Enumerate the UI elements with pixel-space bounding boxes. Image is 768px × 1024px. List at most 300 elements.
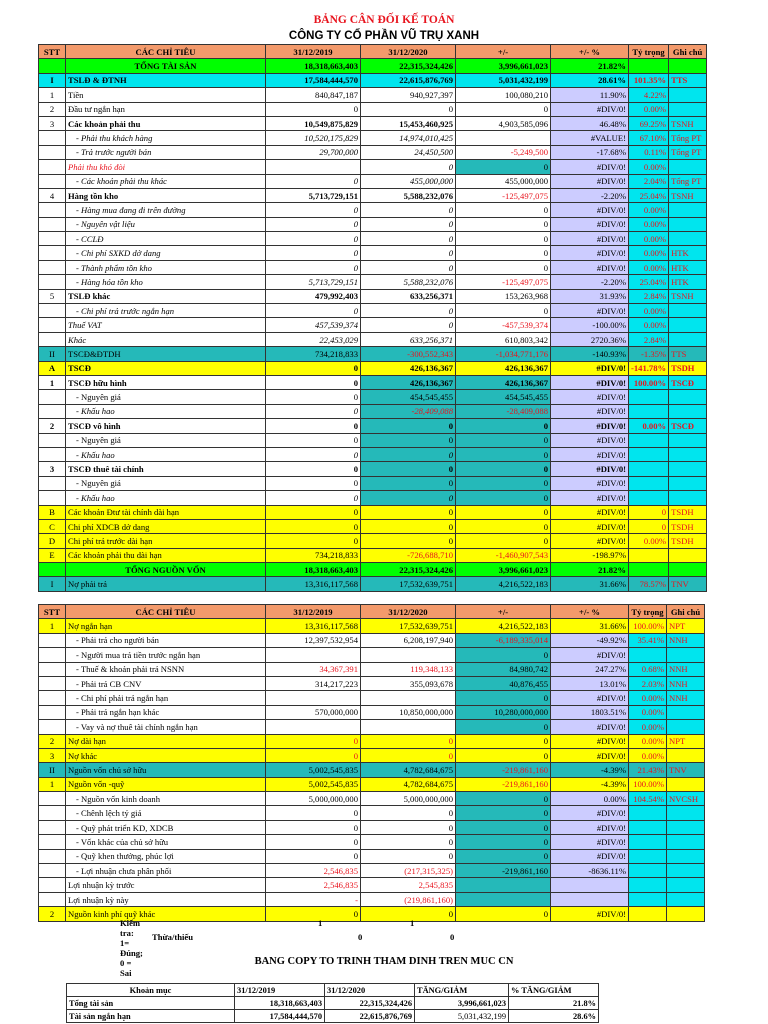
label-cell: Các khoản Đtư tài chính dài hạn <box>66 505 266 519</box>
copy-cell: 28.6% <box>509 1010 599 1023</box>
change-cell: 3,996,661,023 <box>456 563 551 577</box>
table-row <box>39 447 707 461</box>
table-row <box>39 361 707 375</box>
share-cell: -1.35% <box>629 347 669 361</box>
value-2019-cell: 0 <box>266 476 361 490</box>
value-2019-cell: 13,316,117,568 <box>266 577 361 591</box>
stt-cell: 3 <box>39 748 66 762</box>
table-row <box>39 548 707 562</box>
stt-cell <box>39 892 66 906</box>
label-cell: - Thuế & khoản phải trả NSNN <box>66 662 266 676</box>
value-2020-cell: 633,256,371 <box>361 289 456 303</box>
table-row <box>39 648 705 662</box>
stt-cell <box>39 390 66 404</box>
note-cell <box>667 864 705 878</box>
stt-cell: II <box>39 763 66 777</box>
share-cell: 25.04% <box>629 188 669 202</box>
value-2020-cell: 426,136,367 <box>361 375 456 389</box>
change-cell: 0 <box>456 217 551 231</box>
value-2020-cell: (217,315,325) <box>361 864 456 878</box>
share-cell: 104.54% <box>629 792 667 806</box>
share-cell: 21.43% <box>629 763 667 777</box>
change-cell: 0 <box>456 734 551 748</box>
label-cell: - Nguồn vốn kinh doanh <box>66 792 266 806</box>
table-row <box>39 462 707 476</box>
change-cell: -219,861,160 <box>456 777 551 791</box>
copy-row <box>67 1010 599 1023</box>
note-cell <box>669 304 707 318</box>
table-row <box>39 174 707 188</box>
change-cell: 426,136,367 <box>456 361 551 375</box>
change-pct-cell: #DIV/0! <box>551 849 629 863</box>
label-cell: Chi phí trả trước dài hạn <box>66 534 266 548</box>
difference-label: Thừa/thiếu <box>152 932 193 942</box>
stt-cell <box>39 720 66 734</box>
share-cell: 0.00% <box>629 534 669 548</box>
table-row <box>39 633 705 647</box>
copy-cell: 5,031,432,199 <box>415 1010 509 1023</box>
value-2019-cell: 0 <box>266 419 361 433</box>
label-cell: Các khoản phải thu <box>66 116 266 130</box>
value-2020-cell: 5,588,232,076 <box>361 275 456 289</box>
table-row <box>39 691 705 705</box>
change-cell: 0 <box>456 720 551 734</box>
share-cell: 78.57% <box>629 577 669 591</box>
stt-cell: 2 <box>39 734 66 748</box>
stt-cell <box>39 849 66 863</box>
label-cell: Tiền <box>66 88 266 102</box>
change-cell: 455,000,000 <box>456 174 551 188</box>
copy-column-header: TĂNG/GIẢM <box>415 984 509 997</box>
stt-cell <box>39 476 66 490</box>
change-pct-cell: -17.68% <box>551 145 629 159</box>
note-cell <box>667 849 705 863</box>
change-cell: 4,216,522,183 <box>456 619 551 633</box>
change-pct-cell: #DIV/0! <box>551 691 629 705</box>
value-2019-cell <box>266 648 361 662</box>
table-row <box>39 145 707 159</box>
share-cell: 2.04% <box>629 174 669 188</box>
value-2020-cell: 4,782,684,675 <box>361 777 456 791</box>
note-cell <box>669 563 707 577</box>
value-2019-cell: 0 <box>266 404 361 418</box>
label-cell: TSLĐ & ĐTNH <box>66 73 266 87</box>
table-row <box>39 820 705 834</box>
value-2020-cell: 0 <box>361 419 456 433</box>
value-2019-cell: 0 <box>266 375 361 389</box>
table-row <box>39 433 707 447</box>
note-cell <box>669 88 707 102</box>
note-cell <box>669 447 707 461</box>
value-2020-cell: 22,315,324,426 <box>361 59 456 73</box>
label-cell: - Các khoản phải thu khác <box>66 174 266 188</box>
value-2020-cell: 0 <box>361 246 456 260</box>
change-cell: 0 <box>456 849 551 863</box>
value-2019-cell: 0 <box>266 491 361 505</box>
change-cell: 0 <box>456 519 551 533</box>
change-pct-cell: #DIV/0! <box>551 160 629 174</box>
copy-cell: 22,315,324,426 <box>325 997 415 1010</box>
label-cell: - Vốn khác của chủ sở hữu <box>66 835 266 849</box>
change-cell: 4,216,522,183 <box>456 577 551 591</box>
share-cell: 25.04% <box>629 275 669 289</box>
copy-cell: 21.8% <box>509 997 599 1010</box>
change-cell: 454,545,455 <box>456 390 551 404</box>
change-cell: 40,876,455 <box>456 676 551 690</box>
value-2020-cell: 15,453,460,925 <box>361 116 456 130</box>
column-header: STT <box>39 45 66 59</box>
header-row <box>39 45 707 59</box>
label-cell: - Hàng mua đang đi trên đường <box>66 203 266 217</box>
value-2020-cell: 6,208,197,940 <box>361 633 456 647</box>
table-row <box>39 491 707 505</box>
change-cell: 0 <box>456 203 551 217</box>
change-pct-cell: #DIV/0! <box>551 304 629 318</box>
label-cell: - Phải trả CB CNV <box>66 676 266 690</box>
stt-cell: 5 <box>39 289 66 303</box>
change-pct-cell: #DIV/0! <box>551 375 629 389</box>
label-cell: TSCĐ hữu hình <box>66 375 266 389</box>
value-2020-cell: 10,850,000,000 <box>361 705 456 719</box>
change-pct-cell: -140.93% <box>551 347 629 361</box>
value-2019-cell: 0 <box>266 806 361 820</box>
note-cell <box>669 217 707 231</box>
change-pct-cell: #DIV/0! <box>551 835 629 849</box>
change-cell: 100,080,210 <box>456 88 551 102</box>
change-pct-cell: 31.93% <box>551 289 629 303</box>
table-row <box>39 563 707 577</box>
value-2019-cell: 2,546,835 <box>266 864 361 878</box>
value-2019-cell: 0 <box>266 748 361 762</box>
change-cell: -1,460,907,543 <box>456 548 551 562</box>
label-cell: - Trả trước người bán <box>66 145 266 159</box>
label-cell: TỔNG NGUỒN VỐN <box>66 563 266 577</box>
change-pct-cell: -4.39% <box>551 763 629 777</box>
label-cell: TSCĐ vô hình <box>66 419 266 433</box>
share-cell: 4.22% <box>629 88 669 102</box>
value-2020-cell <box>361 648 456 662</box>
change-cell: 0 <box>456 748 551 762</box>
label-cell: TSCĐ thuê tài chính <box>66 462 266 476</box>
value-2020-cell: 0 <box>361 907 456 921</box>
table-row <box>39 203 707 217</box>
change-pct-cell: #DIV/0! <box>551 203 629 217</box>
table-row <box>39 232 707 246</box>
change-pct-cell: 31.66% <box>551 577 629 591</box>
change-pct-cell: #DIV/0! <box>551 217 629 231</box>
change-pct-cell: -2.20% <box>551 275 629 289</box>
change-pct-cell: 1803.51% <box>551 705 629 719</box>
change-pct-cell: #DIV/0! <box>551 462 629 476</box>
note-cell <box>669 102 707 116</box>
value-2019-cell: 734,218,833 <box>266 347 361 361</box>
note-cell <box>667 878 705 892</box>
value-2019-cell: 5,713,729,151 <box>266 275 361 289</box>
note-cell: TSCĐ <box>669 419 707 433</box>
copy-column-header: % TĂNG/GIẢM <box>509 984 599 997</box>
share-cell <box>629 806 667 820</box>
value-2020-cell: 0 <box>361 203 456 217</box>
table-row <box>39 476 707 490</box>
change-cell: 0 <box>456 806 551 820</box>
change-cell: 153,263,968 <box>456 289 551 303</box>
value-2019-cell: 0 <box>266 534 361 548</box>
change-pct-cell: #DIV/0! <box>551 748 629 762</box>
stt-cell: I <box>39 73 66 87</box>
change-cell: 0 <box>456 648 551 662</box>
value-2020-cell: -28,409,088 <box>361 404 456 418</box>
note-cell: TSDH <box>669 534 707 548</box>
label-cell: TSCĐ&ĐTDH <box>66 347 266 361</box>
note-cell <box>669 232 707 246</box>
table-row <box>39 849 705 863</box>
note-cell: HTK <box>669 260 707 274</box>
table-row <box>39 404 707 418</box>
table-row <box>39 577 707 591</box>
change-cell: 0 <box>456 419 551 433</box>
copy-row <box>67 997 599 1010</box>
value-2019-cell: 0 <box>266 246 361 260</box>
change-pct-cell: #DIV/0! <box>551 806 629 820</box>
stt-cell <box>39 447 66 461</box>
share-cell <box>629 447 669 461</box>
table-row <box>39 160 707 174</box>
share-cell <box>629 820 667 834</box>
label-cell: Nợ dài hạn <box>66 734 266 748</box>
value-2020-cell: 14,974,010,425 <box>361 131 456 145</box>
value-2019-cell: 12,397,532,954 <box>266 633 361 647</box>
table-row <box>39 676 705 690</box>
column-header: Tỷ trọng <box>629 45 669 59</box>
value-2019-cell: 22,453,029 <box>266 332 361 346</box>
value-2020-cell: 0 <box>361 835 456 849</box>
stt-cell <box>39 820 66 834</box>
stt-cell <box>39 232 66 246</box>
change-cell: 0 <box>456 260 551 274</box>
table-row <box>39 892 705 906</box>
copy-header-row <box>67 984 599 997</box>
share-cell: 100.00% <box>629 777 667 791</box>
value-2019-cell <box>266 720 361 734</box>
change-cell: 0 <box>456 447 551 461</box>
label-cell: Hàng tồn kho <box>66 188 266 202</box>
table-row <box>39 534 707 548</box>
column-header: +/- % <box>551 605 629 619</box>
value-2019-cell: 0 <box>266 849 361 863</box>
value-2019-cell: 570,000,000 <box>266 705 361 719</box>
share-cell <box>629 878 667 892</box>
value-2020-cell: 0 <box>361 734 456 748</box>
table-row <box>39 619 705 633</box>
stt-cell: 3 <box>39 462 66 476</box>
change-pct-cell: -4.39% <box>551 777 629 791</box>
change-cell: 0 <box>456 462 551 476</box>
note-cell <box>669 476 707 490</box>
note-cell <box>667 907 705 921</box>
note-cell <box>667 648 705 662</box>
change-pct-cell: -198.97% <box>551 548 629 562</box>
change-pct-cell: 21.82% <box>551 59 629 73</box>
note-cell: TSCĐ <box>669 375 707 389</box>
label-cell: - Khấu hao <box>66 447 266 461</box>
note-cell: NNH <box>667 691 705 705</box>
label-cell: Thuế VAT <box>66 318 266 332</box>
label-cell: Các khoản phải thu dài hạn <box>66 548 266 562</box>
value-2019-cell: 0 <box>266 102 361 116</box>
value-2020-cell: 5,588,232,076 <box>361 188 456 202</box>
value-2020-cell: 0 <box>361 232 456 246</box>
stt-cell: 1 <box>39 619 66 633</box>
share-cell <box>629 491 669 505</box>
share-cell: 0.00% <box>629 260 669 274</box>
change-cell: 0 <box>456 102 551 116</box>
change-pct-cell: #DIV/0! <box>551 390 629 404</box>
share-cell: 100.00% <box>629 619 667 633</box>
value-2019-cell: 5,002,545,835 <box>266 777 361 791</box>
value-2020-cell: 454,545,455 <box>361 390 456 404</box>
change-pct-cell <box>551 892 629 906</box>
change-cell: -219,861,160 <box>456 864 551 878</box>
change-pct-cell: 13.01% <box>551 676 629 690</box>
label-cell: - Quỹ phát triển KD, XDCB <box>66 820 266 834</box>
table-row <box>39 289 707 303</box>
change-pct-cell: #DIV/0! <box>551 361 629 375</box>
label-cell: - Chi phí phải trả ngắn hạn <box>66 691 266 705</box>
copy-column-header: Khoản mục <box>67 984 235 997</box>
asset-table <box>38 44 707 592</box>
table-row <box>39 217 707 231</box>
column-header: 31/12/2019 <box>266 605 361 619</box>
check-value-2020: 1 <box>410 918 415 928</box>
change-cell: 0 <box>456 232 551 246</box>
value-2019-cell: 2,546,835 <box>266 878 361 892</box>
label-cell: Nguồn vốn chủ sở hữu <box>66 763 266 777</box>
label-cell: - Nguyên vật liệu <box>66 217 266 231</box>
note-cell <box>669 491 707 505</box>
value-2019-cell: 0 <box>266 174 361 188</box>
value-2019-cell: 314,217,223 <box>266 676 361 690</box>
label-cell: TSCĐ <box>66 361 266 375</box>
share-cell <box>629 563 669 577</box>
table-row <box>39 88 707 102</box>
value-2019-cell: 34,367,391 <box>266 662 361 676</box>
stt-cell <box>39 491 66 505</box>
note-cell <box>669 59 707 73</box>
note-cell <box>669 160 707 174</box>
column-header: Ghi chú <box>667 605 705 619</box>
value-2020-cell: 355,093,678 <box>361 676 456 690</box>
table-row <box>39 763 705 777</box>
change-pct-cell: 0.00% <box>551 792 629 806</box>
share-cell: 0.00% <box>629 691 667 705</box>
value-2019-cell: 840,847,187 <box>266 88 361 102</box>
change-pct-cell: #VALUE! <box>551 131 629 145</box>
note-cell: TSDH <box>669 519 707 533</box>
share-cell: 67.10% <box>629 131 669 145</box>
change-pct-cell: #DIV/0! <box>551 519 629 533</box>
table-row <box>39 806 705 820</box>
label-cell: - Phải trả ngắn hạn khác <box>66 705 266 719</box>
value-2020-cell: 455,000,000 <box>361 174 456 188</box>
share-cell: 0.00% <box>629 748 667 762</box>
value-2020-cell: 0 <box>361 318 456 332</box>
change-cell: 0 <box>456 820 551 834</box>
change-cell: -5,249,500 <box>456 145 551 159</box>
copy-cell: 3,996,661,023 <box>415 997 509 1010</box>
label-cell: Phải thu khó đòi <box>66 160 266 174</box>
share-cell: 0.00% <box>629 304 669 318</box>
copy-column-header: 31/12/2019 <box>235 984 325 997</box>
table-row <box>39 275 707 289</box>
change-cell: 4,903,585,096 <box>456 116 551 130</box>
stt-cell: II <box>39 347 66 361</box>
table-row <box>39 131 707 145</box>
share-cell: 0.68% <box>629 662 667 676</box>
value-2020-cell: 0 <box>361 476 456 490</box>
liability-table <box>38 604 705 922</box>
stt-cell <box>39 662 66 676</box>
stt-cell <box>39 318 66 332</box>
stt-cell <box>39 59 66 73</box>
note-cell: NPT <box>667 619 705 633</box>
value-2019-cell: 0 <box>266 447 361 461</box>
value-2020-cell: 940,927,397 <box>361 88 456 102</box>
change-pct-cell: #DIV/0! <box>551 246 629 260</box>
stt-cell <box>39 648 66 662</box>
change-cell: 426,136,367 <box>456 375 551 389</box>
table-row <box>39 102 707 116</box>
table-row <box>39 419 707 433</box>
label-cell: Đầu tư ngắn hạn <box>66 102 266 116</box>
note-cell <box>667 748 705 762</box>
check-value-2019: 1 <box>318 918 323 928</box>
value-2020-cell: 0 <box>361 806 456 820</box>
note-cell: HTK <box>669 246 707 260</box>
change-pct-cell <box>551 878 629 892</box>
column-header: Tỷ trọng <box>629 605 667 619</box>
change-cell: -219,861,160 <box>456 763 551 777</box>
value-2019-cell: 0 <box>266 260 361 274</box>
value-2020-cell: 0 <box>361 462 456 476</box>
table-row <box>39 777 705 791</box>
change-cell: 0 <box>456 534 551 548</box>
change-cell: 0 <box>456 491 551 505</box>
change-pct-cell: #DIV/0! <box>551 505 629 519</box>
note-cell <box>669 404 707 418</box>
check-label: Kiểm tra: 1= Đúng; 0 = Sai <box>120 918 143 978</box>
label-cell: - Nguyên giá <box>66 390 266 404</box>
share-cell: 0.00% <box>629 419 669 433</box>
table-row <box>39 792 705 806</box>
note-cell <box>669 332 707 346</box>
table-row <box>39 720 705 734</box>
value-2019-cell: 29,700,000 <box>266 145 361 159</box>
header-row <box>39 605 705 619</box>
share-cell: 0.00% <box>629 318 669 332</box>
value-2020-cell: 0 <box>361 849 456 863</box>
value-2020-cell: 22,615,876,769 <box>361 73 456 87</box>
label-cell: Lợi nhuận kỳ trước <box>66 878 266 892</box>
change-cell <box>456 131 551 145</box>
note-cell: TNV <box>667 763 705 777</box>
label-cell: Nguồn vốn -quỹ <box>66 777 266 791</box>
note-cell <box>669 318 707 332</box>
table-row <box>39 375 707 389</box>
note-cell: TTS <box>669 73 707 87</box>
share-cell <box>629 548 669 562</box>
value-2019-cell: 5,000,000,000 <box>266 792 361 806</box>
share-cell <box>629 404 669 418</box>
